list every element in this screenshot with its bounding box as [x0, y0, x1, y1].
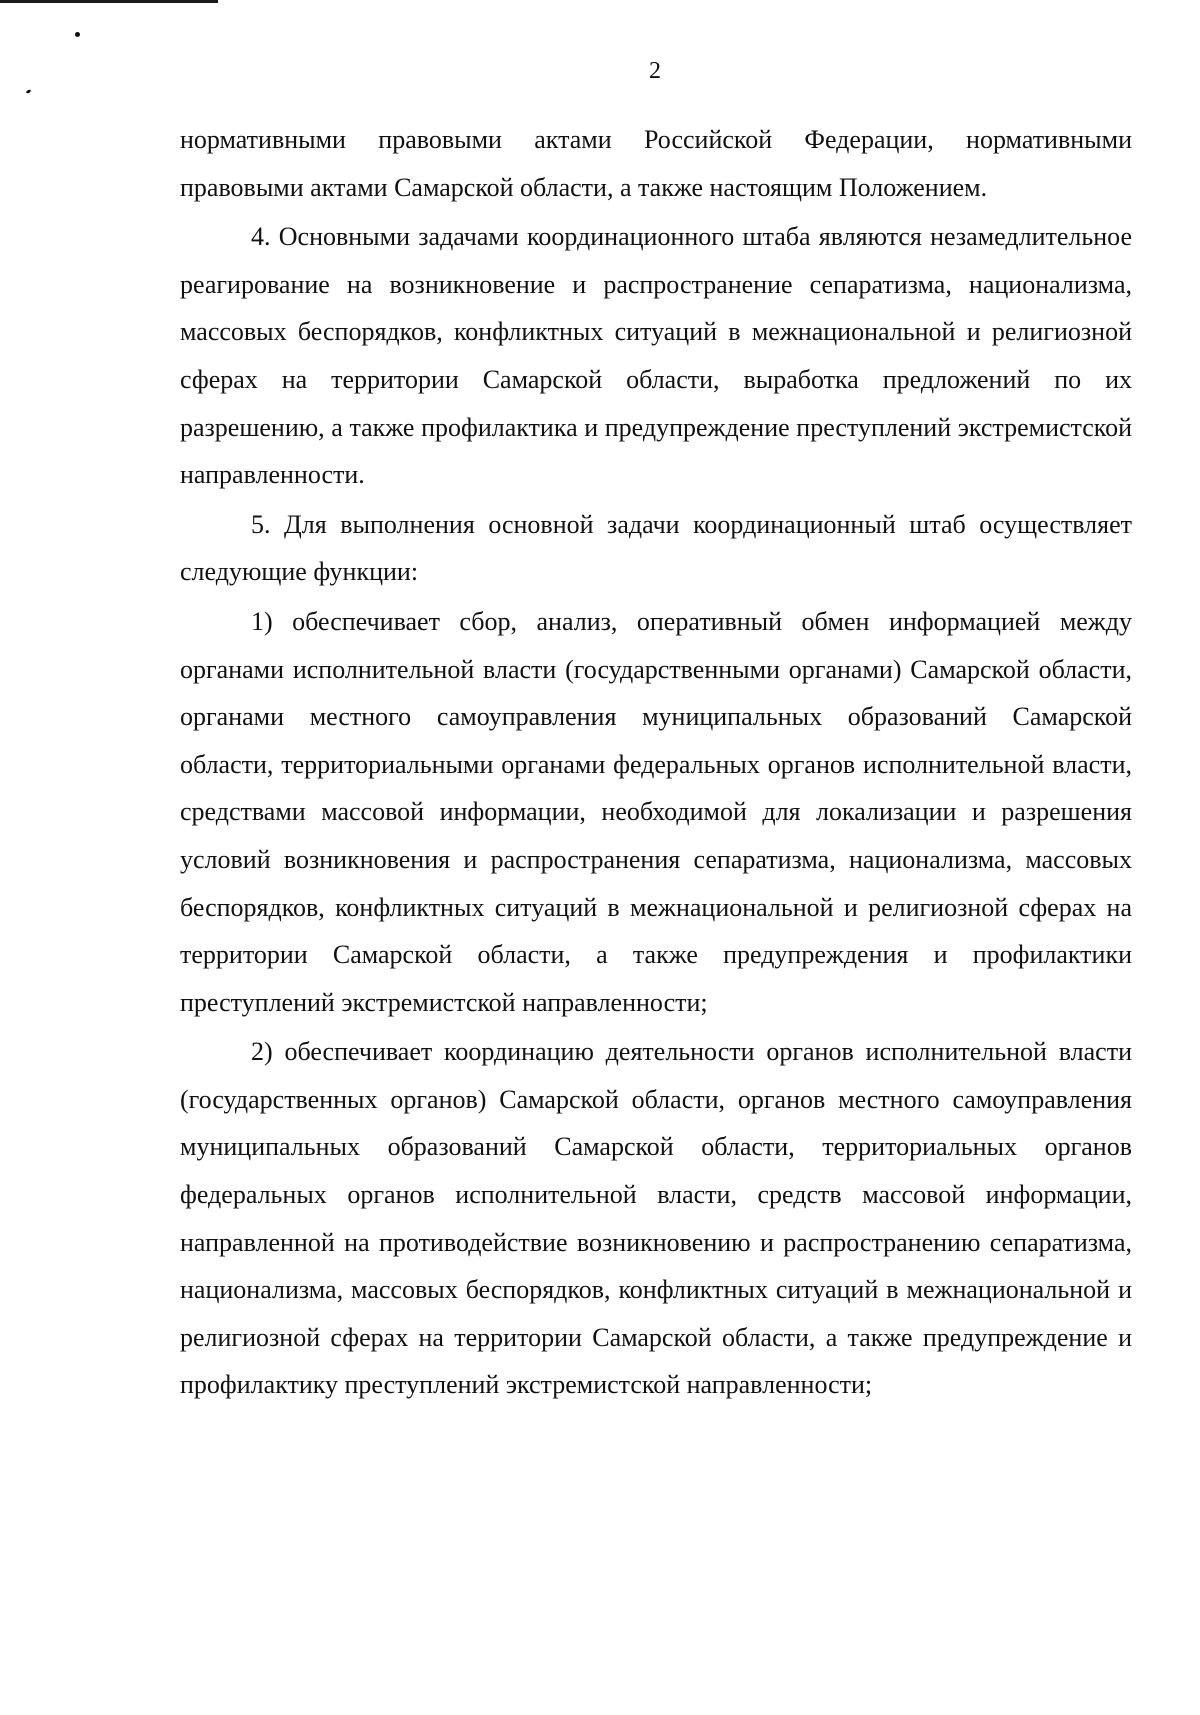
paragraph-subitem-2: 2) обеспечивает координацию деятельности органов исполнительной власти (государственных органов) Самарской области, органов местного самоуправления муниципальных образований Самарской области, территориальных органов федеральных органов исполнительной власти, средств массовой информации, направленной на противодействие возникновению и распространению сепаратизма, национализма, массовых беспорядков, конфликтных ситуаций в межнациональной и религиозной сферах на территории Самарской области, а также предупреждение и профилактику преступлений экстремистской направленности;	[180, 1037, 1132, 1400]
scan-speck	[26, 89, 32, 94]
paragraph-item-4: 4. Основными задачами координационного штаба являются незамедлительное реагирование на возникновение и распространение сепаратизма, национализма, массовых беспорядков, конфликтных ситуаций в межнациональной и религиозной сферах на территории Самарской области, выработка предложений по их разрешению, а также профилактика и предупреждение преступлений экстремистской направленности.	[180, 222, 1132, 490]
paragraph-continuation: нормативными правовыми актами Российской Федерации, нормативными правовыми актами Самарской области, а также настоящим Положением.	[180, 125, 1132, 202]
scan-edge-line	[0, 0, 218, 3]
document-body	[180, 116, 1132, 1411]
paragraph-subitem-1: 1) обеспечивает сбор, анализ, оперативный обмен информацией между органами исполнительной власти (государственными органами) Самарской области, органами местного самоуправления муниципальных образований Самарской области, территориальными органами федеральных органов исполнительной власти, средствами массовой информации, необходимой для локализации и разрешения условий возникновения и распространения сепаратизма, национализма, массовых беспорядков, конфликтных ситуаций в межнациональной и религиозной сферах на территории Самарской области, а также предупреждения и профилактики преступлений экстремистской направленности;	[180, 606, 1132, 1017]
paragraph-item-5: 5. Для выполнения основной задачи координационный штаб осуществляет следующие функции:	[180, 509, 1132, 587]
page-number: 2	[649, 58, 661, 84]
scan-speck	[75, 32, 80, 37]
